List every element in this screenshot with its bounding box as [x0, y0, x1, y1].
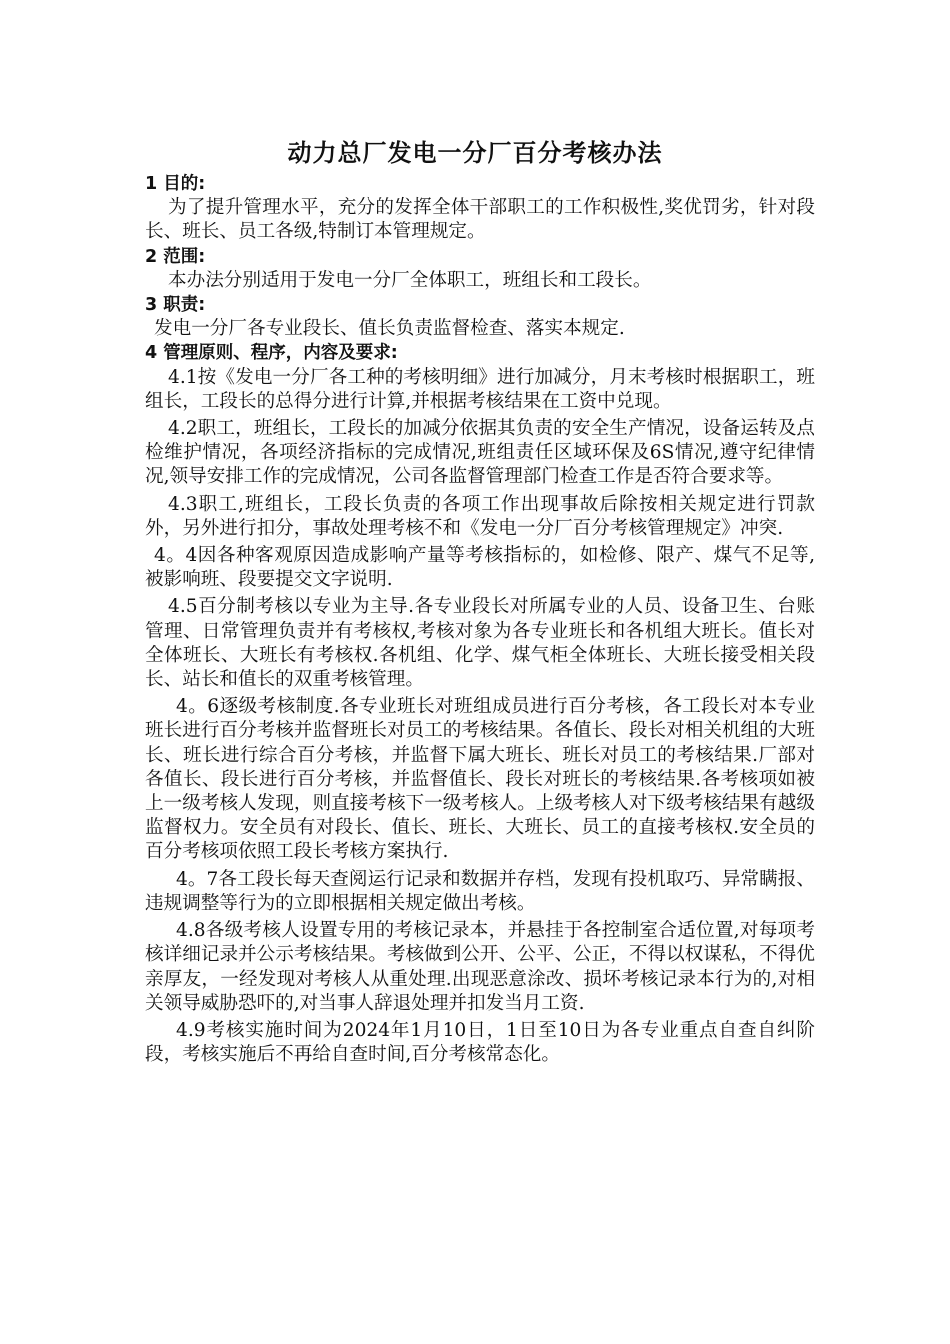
clause-4-5: 4.5百分制考核以专业为主导.各专业段长对所属专业的人员、设备卫生、台账管理、日常管理负责并有考核权,考核对象为各专业班长和各机组大班长。值长对全体班长、大班长有考核权.各机组、化学、煤气柜全体班长、大班长接受相关段长、站长和值长的双重考核管理。 [145, 596, 815, 691]
clause-4-6: 4。6逐级考核制度.各专业班长对班组成员进行百分考核，各工段长对本专业班长进行百分考核并监督班长对员工的考核结果。各值长、段长对相关机组的大班长、班长进行综合百分考核，并监督下属大班长、班长对员工的考核结果.厂部对各值长、段长进行百分考核，并监督值长、段长对班长的考核结果.各考核项如被上一级考核人发现，则直接考核下一级考核人。上级考核人对下级考核结果有越级监督权力。安全员有对段长、值长、班长、大班长、员工的直接考核权.安全员的百分考核项依照工段长考核方案执行. [145, 696, 815, 863]
clause-4-1: 4.1按《发电一分厂各工种的考核明细》进行加减分，月末考核时根据职工，班组长，工段长的总得分进行计算,并根据考核结果在工资中兑现。 [145, 366, 815, 412]
section-text-purpose: 为了提升管理水平，充分的发挥全体干部职工的工作积极性,奖优罚劣，针对段长、班长、员工各级,特制订本管理规定。 [145, 197, 815, 243]
document-title: 动力总厂发电一分厂百分考核办法 [287, 139, 663, 167]
section-heading-scope: 2 范围: [145, 246, 206, 267]
clause-4-2: 4.2职工，班组长，工段长的加减分依据其负责的安全生产情况，设备运转及点检维护情况，各项经济指标的完成情况,班组责任区域环保及6S情况,遵守纪律情况,领导安排工作的完成情况，公司各监督管理部门检查工作是否符合要求等。 [145, 418, 815, 488]
section-heading-purpose: 1 目的: [145, 174, 206, 194]
clause-4-4: 4。4因各种客观原因造成影响产量等考核指标的，如检修、限产、煤气不足等,被影响班、段要提交文字说明. [145, 545, 815, 591]
clause-4-3: 4.3职工,班组长，工段长负责的各项工作出现事故后除按相关规定进行罚款外，另外进行扣分，事故处理考核不和《发电一分厂百分考核管理规定》冲突. [145, 493, 815, 539]
section-text-scope: 本办法分别适用于发电一分厂全体职工，班组长和工段长。 [168, 269, 652, 291]
section-heading-duties: 3 职责: [145, 295, 206, 316]
section-heading-principles: 4 管理原则、程序，内容及要求: [145, 343, 398, 364]
document-body [145, 172, 815, 1067]
clause-4-7: 4。7各工段长每天查阅运行记录和数据并存档，发现有投机取巧、异常瞒报、违规调整等行为的立即根据相关规定做出考核。 [145, 868, 815, 914]
clause-4-8: 4.8各级考核人设置专用的考核记录本，并悬挂于各控制室合适位置,对每项考核详细记录并公示考核结果。考核做到公开、公平、公正，不得以权谋私，不得优亲厚友，一经发现对考核人从重处理.出现恶意涂改、损坏考核记录本行为的,对相关领导威胁恐吓的,对当事人辞退处理并扣发当月工资. [145, 920, 815, 1014]
section-text-duties: 发电一分厂各专业段长、值长负责监督检查、落实本规定. [154, 318, 625, 340]
clause-4-9: 4.9考核实施时间为2024年1月10日，1日至10日为各专业重点自查自纠阶段，考核实施后不再给自查时间,百分考核常态化。 [145, 1019, 815, 1066]
